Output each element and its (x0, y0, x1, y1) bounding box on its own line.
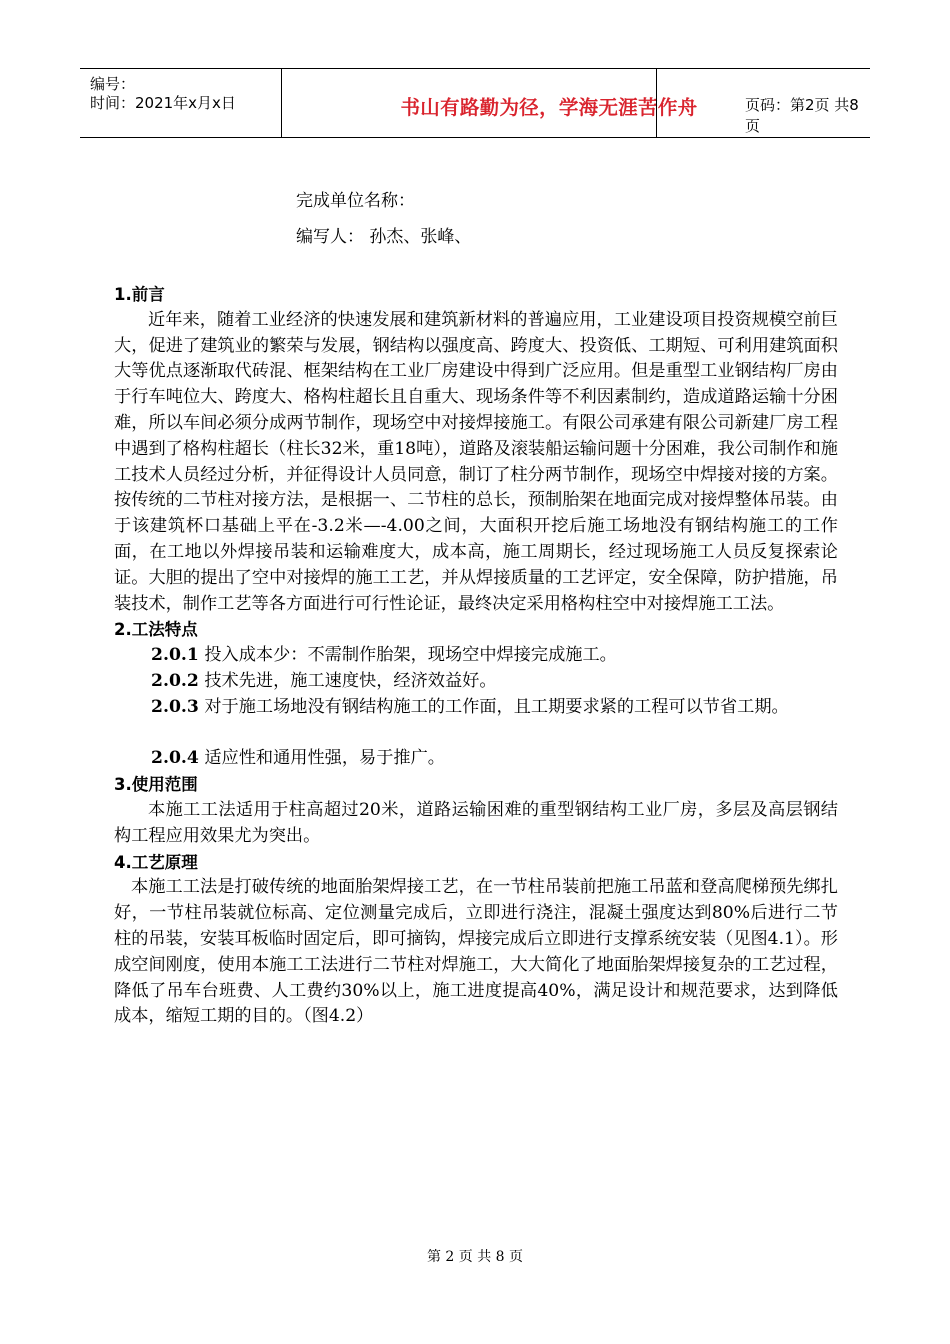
feature-number: 2.0.2 (151, 670, 199, 691)
feature-number: 2.0.1 (151, 645, 199, 666)
header-left-cell (90, 75, 236, 113)
feature-item (114, 643, 838, 669)
section-1-paragraph: 近年来，随着工业经济的快速发展和建筑新材料的普遍应用，工业建设项目投资规模空前巨大，促进了建筑业的繁荣与发展，钢结构以强度高、跨度大、投资低、工期短、可利用建筑面积大等优点逐渐取代砖混、框架结构在工业厂房建设中得到广泛应用。但是重型工业钢结构厂房由于行车吨位大、跨度大、格构柱超长且自重大、现场条件等不利因素制约，造成道路运输十分困难，所以车间必须分成两节制作，现场空中对接焊接施工。有限公司承建有限公司新建厂房工程中遇到了格构柱超长（柱长32米，重18吨），道路及滚装船运输问题十分困难，我公司制作和施工技术人员经过分析，并征得设计人员同意，制订了柱分两节制作，现场空中焊接对接的方案。按传统的二节柱对接方法，是根据一、二节柱的总长，预制胎架在地面完成对接焊整体吊装。由于该建筑杯口基础上平在-3.2米—-4.00之间，大面积开挖后施工场地没有钢结构施工的工作面，在工地以外焊接吊装和运输难度大，成本高，施工周期长，经过现场施工人员反复探索论证。大胆的提出了空中对接焊的施工工艺，并从焊接质量的工艺评定，安全保障，防护措施，吊装技术，制作工艺等各方面进行可行性论证，最终决定采用格构柱空中对接焊施工工法。 (114, 309, 838, 614)
feature-text: 对于施工场地没有钢结构施工的工作面，且工期要求紧的工程可以节省工期。 (198, 696, 789, 717)
number-label: 编号： (90, 75, 136, 93)
section-3-title: 3.使用范围 (114, 775, 198, 795)
feature-text: 投入成本少：不需制作胎架，现场空中焊接完成施工。 (198, 645, 617, 666)
feature-item (114, 746, 838, 772)
unit-name-label: 完成单位名称： (296, 191, 415, 211)
header-table (80, 68, 870, 138)
feature-number: 2.0.3 (151, 696, 199, 717)
authors-label: 编写人： 孙杰、张峰、 (296, 227, 472, 247)
header-divider (656, 69, 657, 137)
spacer (114, 721, 838, 747)
feature-item (114, 669, 838, 695)
header-motto: 书山有路勤为径，学海无涯苦作舟 (400, 96, 698, 119)
section-2-title: 2.工法特点 (114, 620, 198, 640)
date-label: 时间：2021年x月x日 (90, 94, 236, 112)
feature-number: 2.0.4 (151, 748, 199, 769)
page-info: 页码：第2页 共8页 (745, 96, 859, 135)
page-footer: 第 2 页 共 8 页 (426, 1249, 524, 1265)
feature-text: 适应性和通用性强，易于推广。 (198, 748, 445, 769)
section-3-paragraph: 本施工工法适用于柱高超过20米，道路运输困难的重型钢结构工业厂房，多层及高层钢结构工程应用效果尤为突出。 (114, 799, 838, 846)
feature-item (114, 695, 838, 721)
section-4-title: 4.工艺原理 (114, 852, 198, 872)
feature-text: 技术先进，施工速度快，经济效益好。 (198, 670, 497, 691)
section-1-title: 1.前言 (114, 285, 165, 304)
document-body (114, 282, 838, 1030)
section-4-paragraph: 本施工工法是打破传统的地面胎架焊接工艺，在一节柱吊装前把施工吊蓝和登高爬梯预先绑扎好，一节柱吊装就位标高、定位测量完成后，立即进行浇注，混凝土强度达到80%后进行二节柱的吊装，安装耳板临时固定后，即可摘钩，焊接完成后立即进行支撑系统安装（见图4.1）。形成空间刚度，使用本施工工法进行二节柱对焊施工，大大简化了地面胎架焊接复杂的工艺过程，降低了吊车台班费、人工费约30%以上，施工进度提高40%，满足设计和规范要求，达到降低成本，缩短工期的目的。（图4.2） (114, 877, 838, 1027)
header-divider (281, 69, 282, 137)
